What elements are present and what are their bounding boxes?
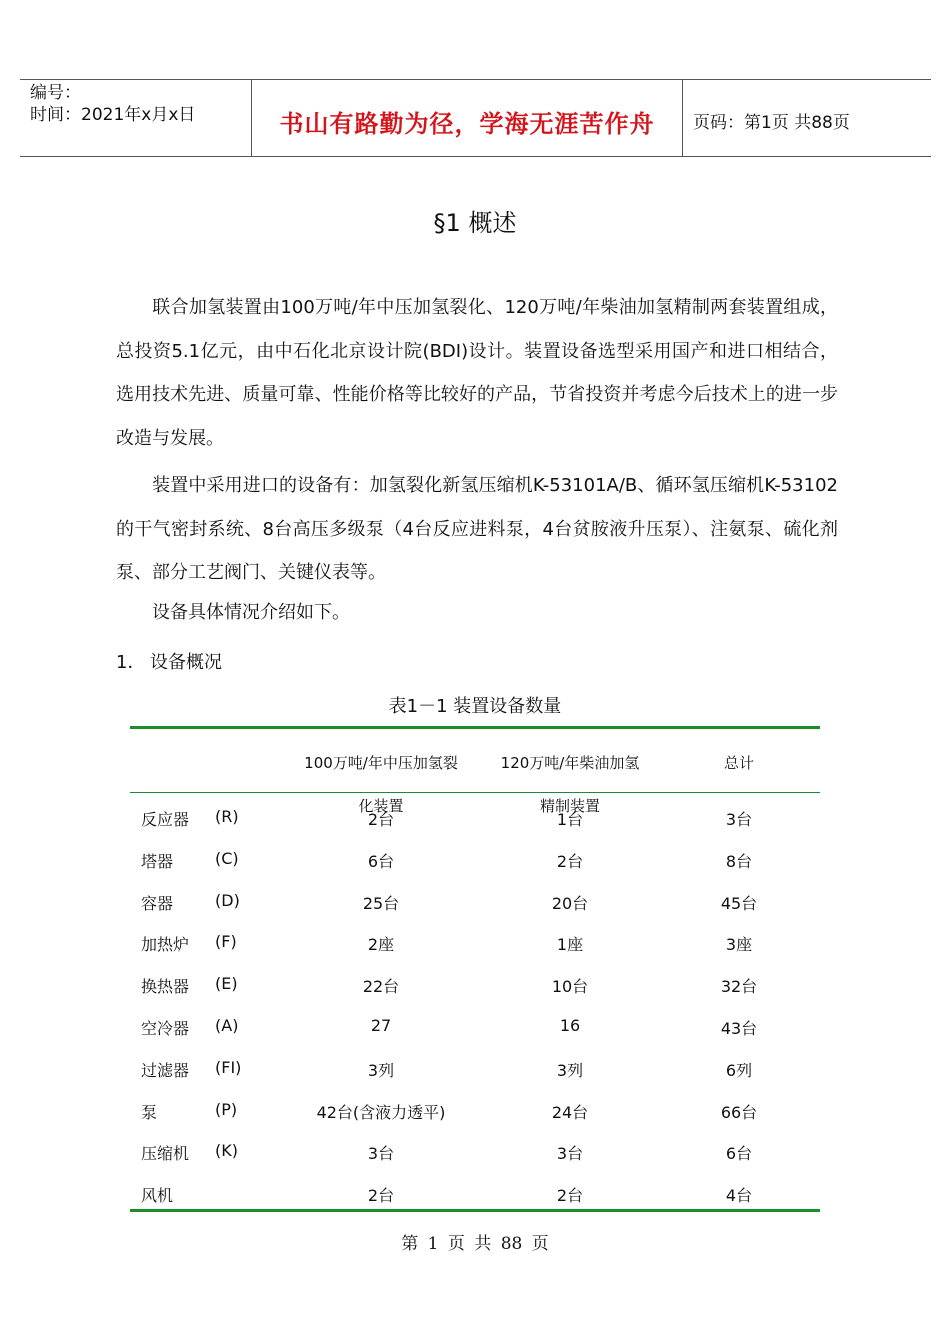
cell-total-count: 3台 [725, 810, 753, 829]
cell-diesel-count: 2台 [556, 1186, 584, 1205]
cell-equipment-code: (K) [215, 1141, 238, 1160]
table-top-rule [130, 726, 820, 729]
cell-diesel-count: 1座 [556, 935, 584, 954]
cell-diesel-count: 10台 [551, 977, 589, 996]
header-col-hydrocracking-line2: 化装置 [358, 797, 404, 815]
cell-diesel-count: 2台 [556, 852, 584, 871]
cell-equipment-code: (P) [215, 1100, 238, 1119]
cell-total-count: 45台 [720, 894, 758, 913]
header-col-diesel [475, 742, 665, 815]
section-title: 设备概况 [150, 652, 222, 673]
cell-hydrocracking-count: 6台 [367, 852, 395, 871]
cell-equipment-code: (R) [215, 807, 239, 826]
section-heading [116, 648, 222, 674]
table-bottom-rule [130, 1209, 820, 1212]
paragraph-overview [116, 286, 838, 460]
cell-equipment-code: (D) [215, 891, 240, 910]
cell-total-count: 8台 [725, 852, 753, 871]
cell-diesel-count: 3台 [556, 1144, 584, 1163]
cell-equipment-code: (A) [215, 1016, 239, 1035]
header-col-diesel-line1: 120万吨/年柴油加氢 [500, 754, 640, 772]
table-caption: 表1－1 装置设备数量 [388, 696, 562, 717]
header-motto: 书山有路勤为径，学海无涯苦作舟 [279, 110, 655, 138]
paragraph-intro: 设备具体情况介绍如下。 [152, 602, 350, 623]
cell-total-count: 6列 [725, 1061, 753, 1080]
header-col-hydrocracking-line1: 100万吨/年中压加氢裂 [304, 754, 458, 772]
cell-total-count: 66台 [720, 1103, 758, 1122]
paragraph-imported-equipment [116, 464, 838, 595]
cell-hydrocracking-count: 3列 [367, 1061, 395, 1080]
cell-equipment-name: 风机 [141, 1186, 174, 1205]
paragraph-imported-equipment-text: 装置中采用进口的设备有：加氢裂化新氢压缩机K-53101A/B、循环氢压缩机K-53102的干气密封系统、8台高压多级泵（4台反应进料泵，4台贫胺液升压泵）、注氨泵、硫化剂泵、部分工艺阀门、关键仪表等。 [116, 475, 838, 583]
header-meta [30, 82, 195, 126]
cell-equipment-name: 空冷器 [141, 1019, 190, 1038]
cell-diesel-count: 16 [559, 1016, 581, 1035]
cell-diesel-count: 20台 [551, 894, 589, 913]
cell-equipment-code: (E) [215, 974, 238, 993]
cell-diesel-count: 3列 [556, 1061, 584, 1080]
cell-equipment-name: 塔器 [141, 852, 174, 871]
header-top-rule [20, 79, 931, 80]
cell-equipment-name: 加热炉 [141, 935, 190, 954]
cell-hydrocracking-count: 27 [370, 1016, 392, 1035]
cell-equipment-code: (FI) [215, 1058, 242, 1077]
header-divider-right [682, 79, 683, 157]
cell-equipment-code: (F) [215, 932, 237, 951]
header-bottom-rule [20, 156, 931, 157]
cell-hydrocracking-count: 25台 [362, 894, 400, 913]
paragraph-overview-text: 联合加氢装置由100万吨/年中压加氢裂化、120万吨/年柴油加氢精制两套装置组成，总投资5.1亿元，由中石化北京设计院(BDI)设计。装置设备选型采用国产和进口相结合，选用技术先进、质量可靠、性能价格等比较好的产品，节省投资并考虑今后技术上的进一步改造与发展。 [116, 297, 838, 449]
cell-diesel-count: 24台 [551, 1103, 589, 1122]
cell-diesel-count: 1台 [556, 810, 584, 829]
cell-equipment-name: 容器 [141, 894, 174, 913]
document-time-label: 时间：2021年x月x日 [30, 105, 196, 125]
cell-equipment-name: 换热器 [141, 977, 190, 996]
cell-hydrocracking-count: 2台 [367, 1186, 395, 1205]
cell-total-count: 43台 [720, 1019, 758, 1038]
cell-hydrocracking-count: 42台(含液力透平) [316, 1103, 446, 1122]
cell-hydrocracking-count: 2座 [367, 935, 395, 954]
cell-hydrocracking-count: 22台 [362, 977, 400, 996]
header-col-total: 总计 [723, 754, 754, 772]
cell-equipment-name: 压缩机 [141, 1144, 190, 1163]
cell-total-count: 4台 [725, 1186, 753, 1205]
cell-equipment-name: 反应器 [141, 810, 190, 829]
cell-hydrocracking-count: 3台 [367, 1144, 395, 1163]
header-page-info: 页码：第1页 共88页 [693, 113, 850, 133]
document-number-label: 编号： [30, 83, 81, 103]
header-col-diesel-line2: 精制装置 [539, 797, 600, 815]
page-footer: 第 1 页 共 88 页 [401, 1234, 549, 1254]
cell-equipment-code: (C) [215, 849, 239, 868]
cell-total-count: 6台 [725, 1144, 753, 1163]
cell-hydrocracking-count: 2台 [367, 810, 395, 829]
cell-equipment-name: 过滤器 [141, 1061, 190, 1080]
cell-total-count: 32台 [720, 977, 758, 996]
cell-equipment-name: 泵 [141, 1103, 158, 1122]
section-number: 1． [116, 652, 146, 673]
header-col-hydrocracking [285, 742, 477, 815]
page-title: §1 概述 [433, 209, 517, 237]
cell-total-count: 3座 [725, 935, 753, 954]
